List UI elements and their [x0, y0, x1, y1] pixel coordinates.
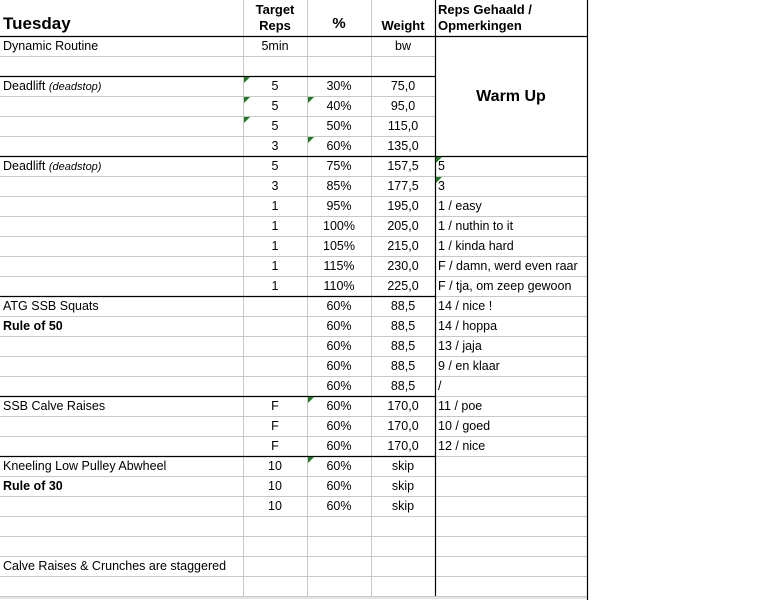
reps-cell[interactable]: 10	[268, 499, 282, 513]
notes-cell[interactable]	[435, 576, 587, 596]
header-weight[interactable]: Weight	[381, 18, 425, 33]
weight-cell[interactable]: 170,0	[387, 419, 419, 433]
reps-cell[interactable]	[243, 556, 307, 576]
percent-cell[interactable]: 100%	[323, 219, 355, 233]
weight-cell[interactable]: 177,5	[387, 179, 419, 193]
weight-cell[interactable]: 215,0	[387, 239, 419, 253]
comment-indicator-icon[interactable]	[436, 157, 442, 163]
reps-cell[interactable]: 10	[268, 459, 282, 473]
comment-indicator-icon[interactable]	[308, 457, 314, 463]
percent-cell[interactable]: 60%	[326, 319, 352, 333]
notes-cell[interactable]: 1 / kinda hard	[438, 239, 514, 253]
notes-cell[interactable]: 3	[438, 179, 445, 193]
percent-cell[interactable]: 60%	[326, 439, 352, 453]
comment-indicator-icon[interactable]	[244, 117, 250, 123]
percent-cell[interactable]: 110%	[323, 279, 355, 293]
weight-cell[interactable]: 230,0	[387, 259, 419, 273]
percent-cell[interactable]: 60%	[326, 419, 352, 433]
weight-cell[interactable]	[371, 56, 435, 76]
reps-cell[interactable]: 1	[271, 259, 279, 273]
weight-cell[interactable]: skip	[391, 499, 415, 513]
comment-indicator-icon[interactable]	[244, 97, 250, 103]
header-percent[interactable]: %	[332, 15, 346, 32]
percent-cell[interactable]: 60%	[326, 359, 352, 373]
percent-cell[interactable]: 85%	[326, 179, 352, 193]
percent-cell[interactable]	[307, 36, 371, 56]
comment-indicator-icon[interactable]	[308, 97, 314, 103]
weight-cell[interactable]	[371, 516, 435, 536]
reps-cell[interactable]: 1	[271, 199, 279, 213]
notes-cell[interactable]: 13 / jaja	[438, 339, 482, 353]
weight-cell[interactable]: skip	[391, 479, 415, 493]
weight-cell[interactable]: 88,5	[390, 299, 416, 313]
comment-indicator-icon[interactable]	[436, 177, 442, 183]
percent-cell[interactable]: 60%	[326, 499, 352, 513]
notes-cell[interactable]: 5	[438, 159, 445, 173]
percent-cell[interactable]: 30%	[326, 79, 352, 93]
notes-cell[interactable]	[435, 556, 587, 576]
weight-cell[interactable]: 88,5	[390, 339, 416, 353]
weight-cell[interactable]: 170,0	[387, 399, 419, 413]
weight-cell[interactable]: 225,0	[387, 279, 419, 293]
percent-cell[interactable]: 105%	[323, 239, 355, 253]
notes-cell[interactable]: F / damn, werd even raar	[438, 259, 578, 273]
notes-cell[interactable]: F / tja, om zeep gewoon	[438, 279, 572, 293]
weight-cell[interactable]: skip	[391, 459, 415, 473]
percent-cell[interactable]: 60%	[326, 379, 352, 393]
weight-cell[interactable]: 170,0	[387, 439, 419, 453]
notes-cell[interactable]: 11 / poe	[438, 399, 483, 413]
notes-cell[interactable]	[435, 456, 587, 476]
header-target-reps[interactable]: Target Reps	[255, 2, 295, 33]
exercise-name: Calve Raises & Crunches are staggered	[3, 559, 227, 573]
reps-cell[interactable]	[243, 536, 307, 556]
notes-cell[interactable]: 9 / en klaar	[438, 359, 500, 373]
percent-cell[interactable]: 60%	[326, 299, 352, 313]
weight-cell[interactable]	[371, 576, 435, 596]
percent-cell[interactable]: 40%	[326, 99, 352, 113]
percent-cell[interactable]: 60%	[326, 399, 352, 413]
warm-up-label[interactable]: Warm Up	[476, 88, 546, 105]
notes-cell[interactable]	[435, 476, 587, 496]
percent-cell[interactable]	[307, 56, 371, 76]
reps-cell[interactable]: 5	[271, 119, 279, 133]
percent-cell[interactable]: 75%	[326, 159, 352, 173]
reps-cell[interactable]: F	[271, 419, 279, 433]
reps-cell[interactable]	[243, 56, 307, 76]
reps-cell[interactable]: 3	[271, 139, 279, 153]
comment-indicator-icon[interactable]	[244, 77, 250, 83]
weight-cell[interactable]: 115,0	[387, 119, 419, 133]
weight-cell[interactable]	[371, 556, 435, 576]
weight-cell[interactable]: 88,5	[390, 359, 416, 373]
percent-cell[interactable]	[307, 536, 371, 556]
percent-cell[interactable]: 50%	[326, 119, 352, 133]
exercise-name: Deadlift	[3, 159, 46, 173]
percent-cell[interactable]: 60%	[326, 139, 352, 153]
notes-cell[interactable]: 1 / easy	[438, 199, 482, 213]
reps-cell[interactable]	[243, 376, 307, 396]
percent-cell[interactable]	[307, 576, 371, 596]
weight-cell[interactable]	[371, 536, 435, 556]
notes-cell[interactable]	[435, 496, 587, 516]
reps-cell[interactable]	[243, 336, 307, 356]
notes-cell[interactable]	[435, 536, 587, 556]
percent-cell[interactable]: 95%	[326, 199, 352, 213]
reps-cell[interactable]	[243, 516, 307, 536]
percent-cell[interactable]: 60%	[326, 479, 352, 493]
exercise-note: (deadstop)	[48, 81, 102, 93]
notes-cell[interactable]: 10 / goed	[438, 419, 491, 433]
reps-cell[interactable]: F	[271, 399, 279, 413]
reps-cell[interactable]: 5	[271, 159, 279, 173]
exercise-name: Rule of 30	[3, 479, 63, 493]
notes-cell[interactable]	[435, 36, 587, 56]
exercise-name: Dynamic Routine	[3, 39, 99, 53]
exercise-name: Rule of 50	[3, 319, 63, 333]
reps-cell[interactable]: 5	[271, 79, 279, 93]
percent-cell[interactable]: 60%	[326, 459, 352, 473]
weight-cell[interactable]: 88,5	[390, 379, 416, 393]
notes-cell[interactable]: 14 / nice !	[438, 299, 493, 313]
notes-cell[interactable]: 1 / nuthin to it	[438, 219, 514, 233]
weight-cell[interactable]: 157,5	[387, 159, 419, 173]
reps-cell[interactable]: F	[271, 439, 279, 453]
reps-cell[interactable]	[243, 576, 307, 596]
comment-indicator-icon[interactable]	[308, 397, 314, 403]
reps-cell[interactable]: 1	[271, 239, 279, 253]
notes-cell[interactable]: 14 / hoppa	[438, 319, 498, 333]
reps-cell[interactable]: 10	[268, 479, 282, 493]
weight-cell[interactable]: 135,0	[387, 139, 419, 153]
weight-cell[interactable]: 95,0	[390, 99, 416, 113]
exercise-name: ATG SSB Squats	[3, 299, 99, 313]
weight-cell[interactable]: 195,0	[387, 199, 419, 213]
percent-cell[interactable]: 60%	[326, 339, 352, 353]
exercise-note: (deadstop)	[48, 161, 102, 173]
weight-cell[interactable]: 75,0	[390, 79, 416, 93]
comment-indicator-icon[interactable]	[308, 137, 314, 143]
exercise-name: SSB Calve Raises	[3, 399, 106, 413]
header-notes[interactable]: Reps Gehaald / Opmerkingen	[438, 2, 532, 33]
percent-cell[interactable]: 115%	[323, 259, 355, 273]
reps-cell[interactable]: 1	[271, 279, 279, 293]
day-title[interactable]: Tuesday	[3, 14, 71, 33]
reps-cell[interactable]	[243, 296, 307, 316]
percent-cell[interactable]	[307, 556, 371, 576]
reps-cell[interactable]	[243, 316, 307, 336]
reps-cell[interactable]	[243, 356, 307, 376]
notes-cell[interactable]: 12 / nice	[438, 439, 486, 453]
notes-cell[interactable]: /	[438, 379, 442, 393]
notes-cell[interactable]	[435, 56, 587, 76]
reps-cell[interactable]: 3	[271, 179, 279, 193]
percent-cell[interactable]	[307, 516, 371, 536]
exercise-name: Deadlift	[3, 79, 46, 93]
reps-cell[interactable]: 5	[271, 99, 279, 113]
notes-cell[interactable]	[435, 516, 587, 536]
reps-cell[interactable]: 5min	[261, 39, 289, 53]
reps-cell[interactable]: 1	[271, 219, 279, 233]
exercise-name: Kneeling Low Pulley Abwheel	[3, 459, 167, 473]
weight-cell[interactable]: bw	[395, 39, 411, 53]
weight-cell[interactable]: 88,5	[390, 319, 416, 333]
weight-cell[interactable]: 205,0	[387, 219, 419, 233]
